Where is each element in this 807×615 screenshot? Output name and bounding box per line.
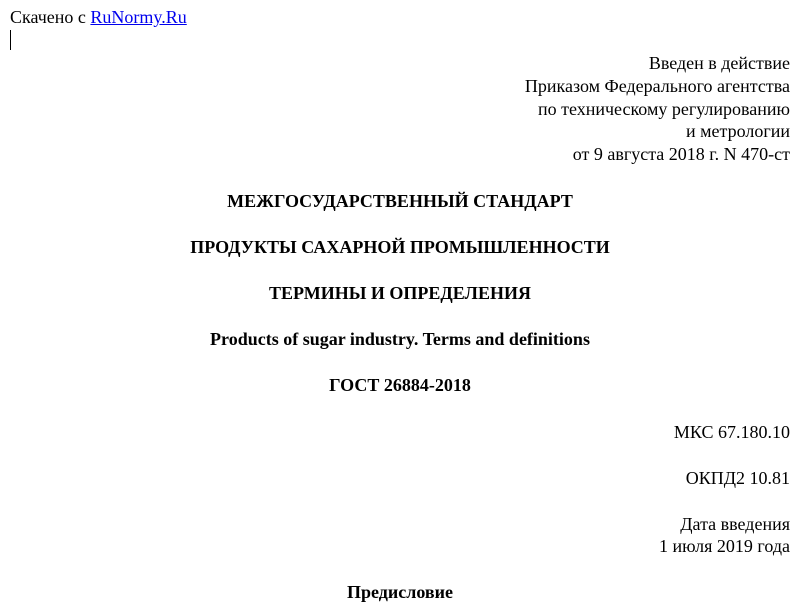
approval-line: и метрологии xyxy=(686,121,790,142)
approval-line: Введен в действие xyxy=(648,53,790,73)
section-heading: Предисловие xyxy=(347,582,453,602)
approval-line: Приказом Федерального агентства xyxy=(524,75,790,96)
okpd-code: ОКПД2 10.81 xyxy=(685,468,790,488)
english-title: Products of sugar industry. Terms and definitions xyxy=(210,329,590,349)
text-cursor xyxy=(10,30,11,50)
approval-line: от 9 августа 2018 г. N 470-ст xyxy=(572,144,790,164)
document-title: ПРОДУКТЫ САХАРНОЙ ПРОМЫШЛЕННОСТИ xyxy=(190,237,610,257)
source-line xyxy=(10,6,187,28)
introduction-date-block xyxy=(659,513,790,557)
introduction-label: Дата введения xyxy=(680,514,790,534)
document-subtitle: ТЕРМИНЫ И ОПРЕДЕЛЕНИЯ xyxy=(269,283,531,303)
approval-block xyxy=(525,52,790,166)
introduction-date: 1 июля 2019 года xyxy=(659,536,790,556)
document-type: МЕЖГОСУДАРСТВЕННЫЙ СТАНДАРТ xyxy=(227,191,573,211)
standard-code: ГОСТ 26884-2018 xyxy=(329,375,471,395)
source-prefix: Скачено с xyxy=(10,7,91,27)
approval-line: по техническому регулированию xyxy=(537,98,790,119)
mks-code: МКС 67.180.10 xyxy=(673,422,790,442)
source-link[interactable]: RuNormy.Ru xyxy=(90,7,187,27)
